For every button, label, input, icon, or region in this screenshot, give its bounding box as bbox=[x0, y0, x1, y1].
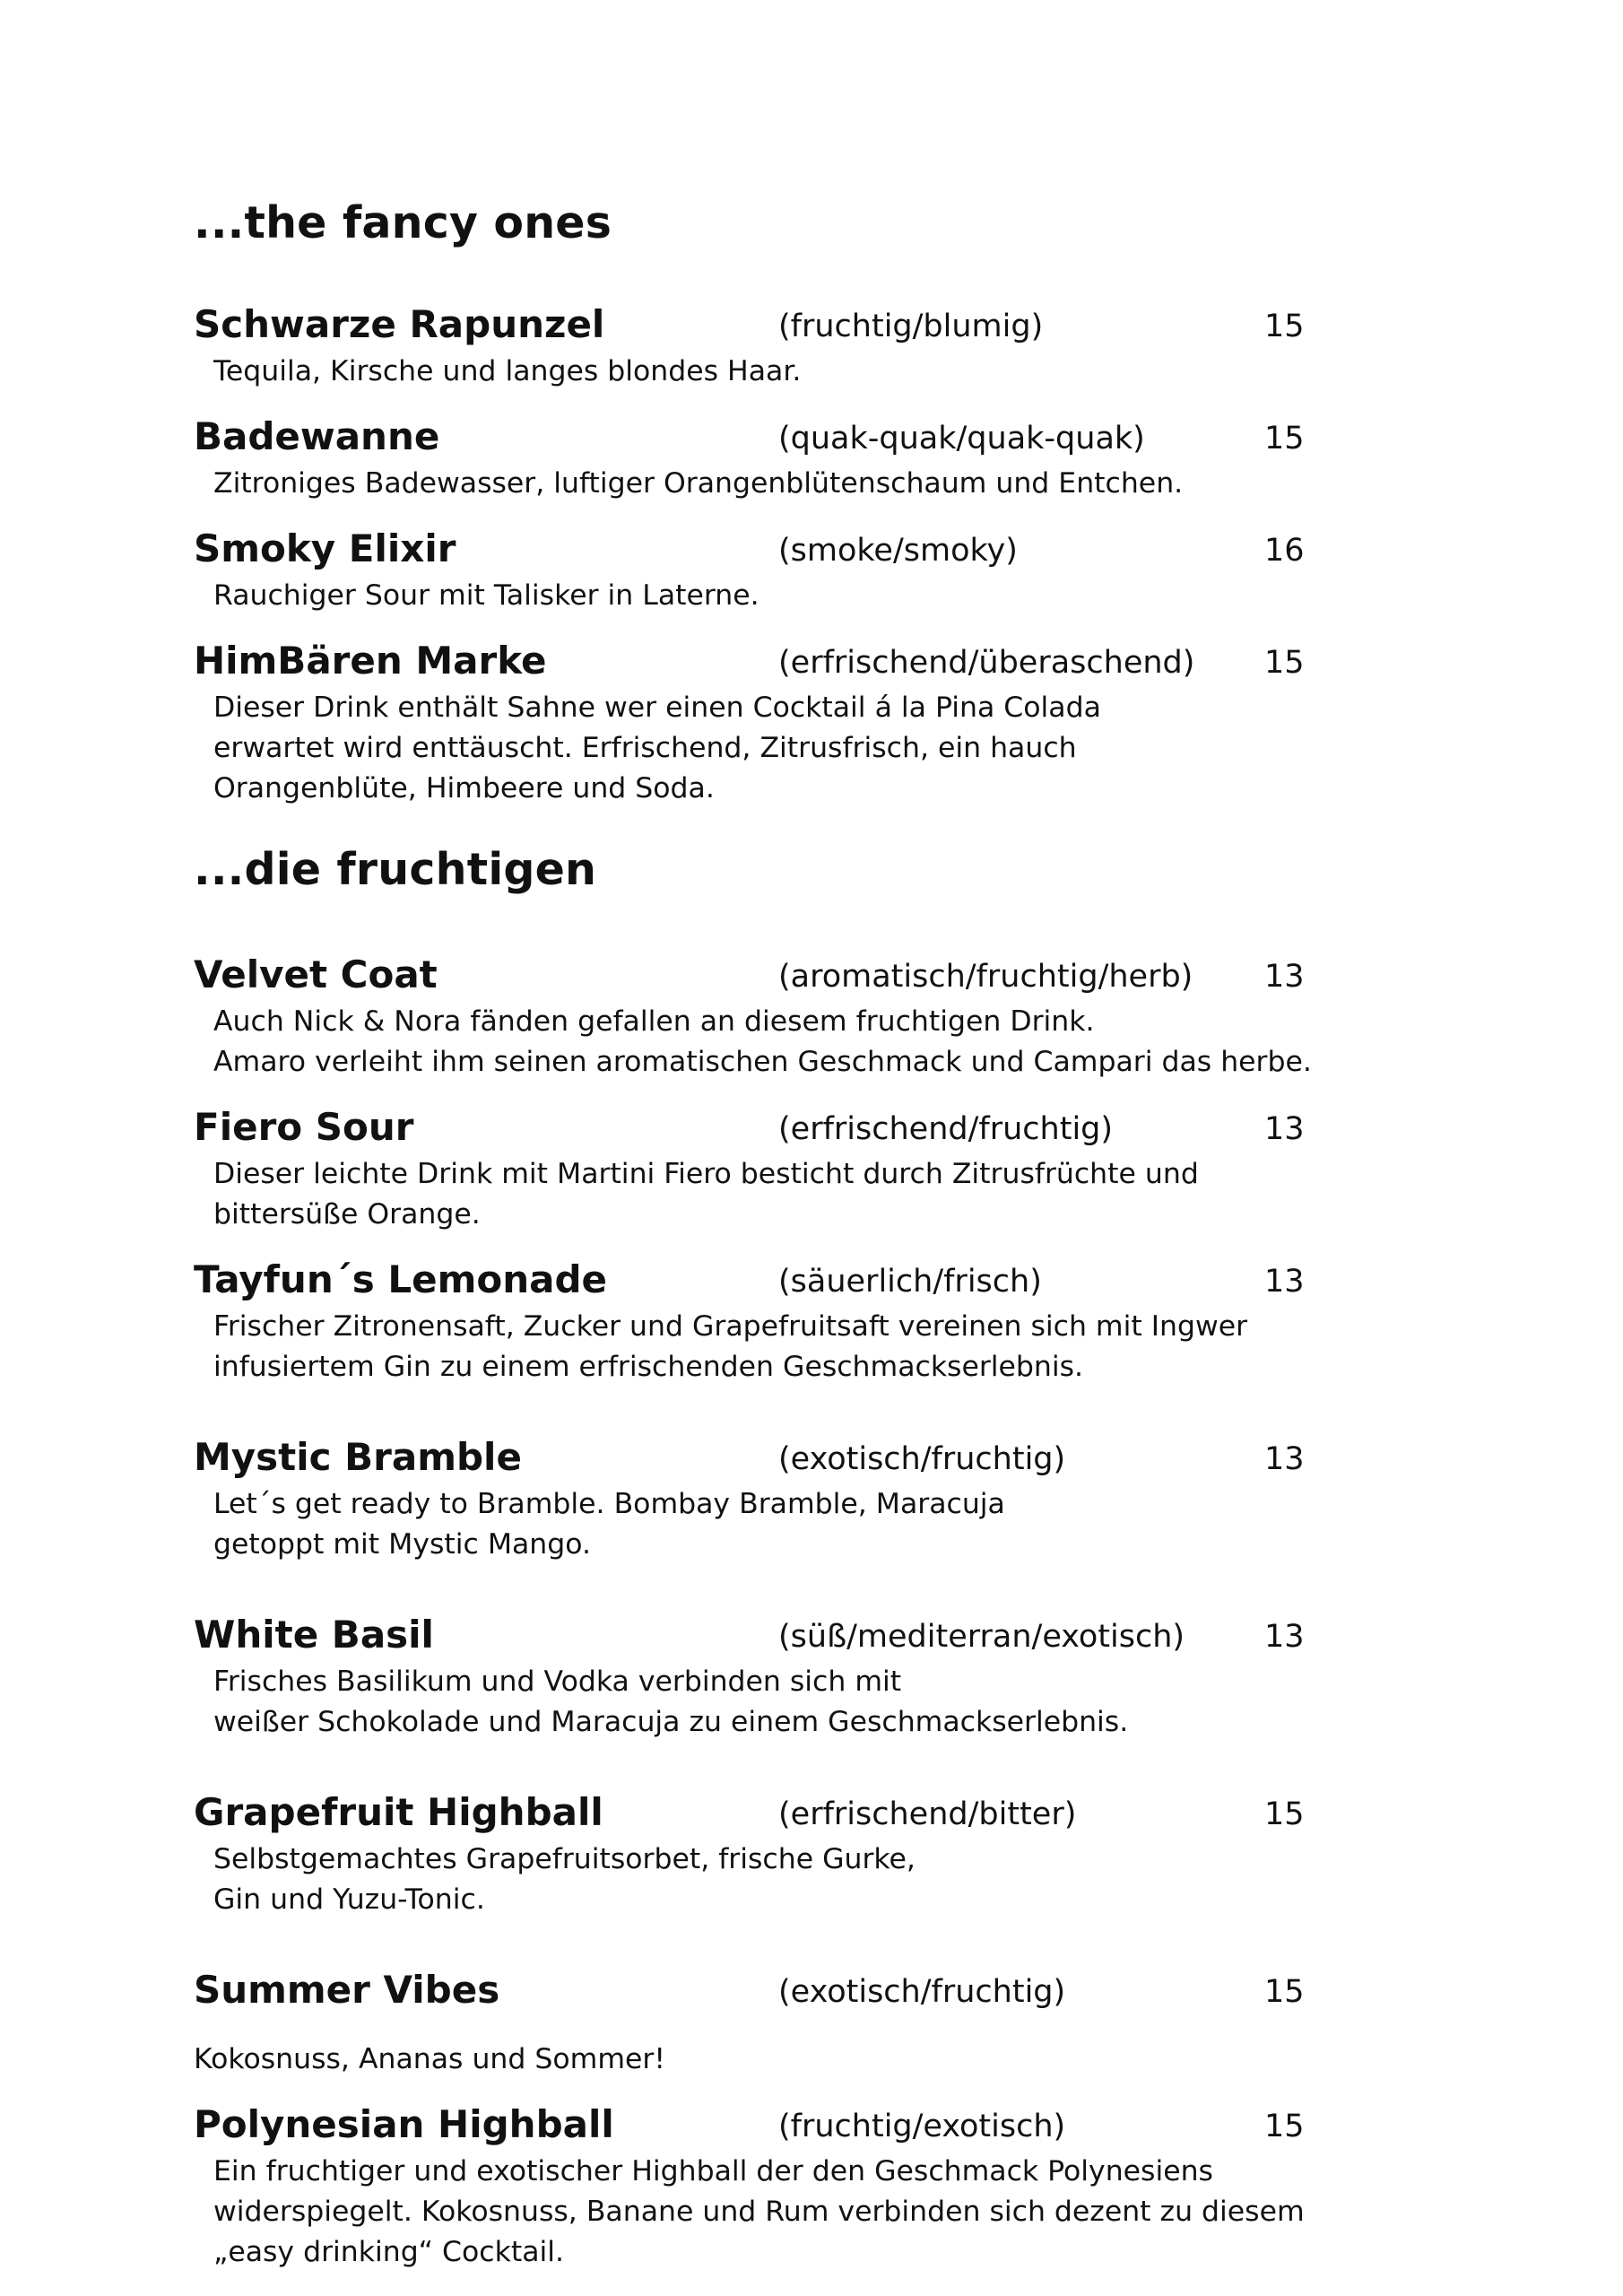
item-name: Schwarze Rapunzel bbox=[194, 302, 605, 346]
menu-item-velvet-coat bbox=[0, 948, 1623, 1083]
item-description: Frisches Basilikum und Vodka verbinden sich mit weißer Schokolade und Maracuja zu einem Geschmackserlebnis. bbox=[213, 1665, 1129, 1738]
item-tags: (süß/mediterran/exotisch) bbox=[778, 1619, 1185, 1655]
item-tags: (erfrischend/fruchtig) bbox=[778, 1111, 1114, 1147]
item-description: Auch Nick & Nora fänden gefallen an diesem fruchtigen Drink. Amaro verleiht ihm seinen aromatischen Geschmack und Campari das herbe. bbox=[213, 1005, 1312, 1078]
item-price: 13 bbox=[1264, 1264, 1305, 1300]
menu-item-summer-vibes bbox=[0, 1963, 1623, 2080]
item-price: 15 bbox=[1264, 1974, 1305, 2010]
section-title-die-fruchtigen: ...die fruchtigen bbox=[194, 844, 597, 895]
item-description: Ein fruchtiger und exotischer Highball der den Geschmack Polynesiens widerspiegelt. Kokosnuss, Banane und Rum verbinden sich dezent zu diesem „easy drinking“ Cocktail. bbox=[213, 2155, 1305, 2268]
item-name: Summer Vibes bbox=[194, 1968, 500, 2012]
item-price: 13 bbox=[1264, 1111, 1305, 1147]
item-tags: (exotisch/fruchtig) bbox=[778, 1974, 1066, 2010]
item-description: Selbstgemachtes Grapefruitsorbet, frische Gurke, Gin und Yuzu-Tonic. bbox=[213, 1843, 916, 1916]
item-tags: (aromatisch/fruchtig/herb) bbox=[778, 959, 1193, 995]
menu-item-grapefruit-highball bbox=[0, 1786, 1623, 1920]
item-price: 15 bbox=[1264, 645, 1305, 681]
menu-item-schwarze-rapunzel bbox=[0, 298, 1623, 392]
item-description: Dieser leichte Drink mit Martini Fiero besticht durch Zitrusfrüchte und bittersüße Orange. bbox=[213, 1158, 1199, 1231]
item-description: Dieser Drink enthält Sahne wer einen Cocktail á la Pina Colada erwartet wird enttäuscht. Erfrischend, Zitrusfrisch, ein hauch Orangenblüte, Himbeere und Soda. bbox=[213, 691, 1101, 804]
item-description: Rauchiger Sour mit Talisker in Laterne. bbox=[213, 579, 759, 612]
item-tags: (erfrischend/bitter) bbox=[778, 1796, 1077, 1832]
item-price: 15 bbox=[1264, 309, 1305, 344]
menu-item-badewanne bbox=[0, 410, 1623, 504]
item-name: Mystic Bramble bbox=[194, 1435, 522, 1479]
item-name: Smoky Elixir bbox=[194, 526, 456, 570]
item-description: Frischer Zitronensaft, Zucker und Grapefruitsaft vereinen sich mit Ingwer infusiertem Gin zu einem erfrischenden Geschmackserlebnis. bbox=[213, 1310, 1248, 1383]
item-tags: (smoke/smoky) bbox=[778, 533, 1018, 569]
menu-item-mystic-bramble bbox=[0, 1431, 1623, 1565]
menu-item-white-basil bbox=[0, 1608, 1623, 1743]
item-name: Polynesian Highball bbox=[194, 2102, 614, 2146]
item-name: Tayfun´s Lemonade bbox=[194, 1257, 608, 1301]
item-name: HimBären Marke bbox=[194, 639, 547, 683]
item-price: 13 bbox=[1264, 1441, 1305, 1477]
menu-item-smoky-elixir bbox=[0, 522, 1623, 616]
item-name: White Basil bbox=[194, 1613, 434, 1657]
item-name: Fiero Sour bbox=[194, 1105, 414, 1149]
item-name: Grapefruit Highball bbox=[194, 1790, 603, 1834]
item-price: 13 bbox=[1264, 959, 1305, 995]
item-description: Tequila, Kirsche und langes blondes Haar. bbox=[213, 355, 802, 387]
item-description: Zitroniges Badewasser, luftiger Orangenblütenschaum und Entchen. bbox=[213, 467, 1184, 500]
item-name: Velvet Coat bbox=[194, 952, 438, 996]
menu-item-polynesian-highball bbox=[0, 2098, 1623, 2273]
item-tags: (exotisch/fruchtig) bbox=[778, 1441, 1066, 1477]
item-description: Let´s get ready to Bramble. Bombay Bramble, Maracuja getoppt mit Mystic Mango. bbox=[213, 1488, 1005, 1561]
menu-item-himbaeren-marke bbox=[0, 634, 1623, 809]
item-tags: (fruchtig/blumig) bbox=[778, 309, 1044, 344]
menu-item-tayfuns-lemonade bbox=[0, 1253, 1623, 1387]
item-price: 13 bbox=[1264, 1619, 1305, 1655]
item-tags: (erfrischend/überaschend) bbox=[778, 645, 1195, 681]
menu-item-fiero-sour bbox=[0, 1100, 1623, 1235]
section-title-fancy-ones: ...the fancy ones bbox=[194, 197, 612, 248]
item-tags: (quak-quak/quak-quak) bbox=[778, 421, 1145, 457]
item-price: 15 bbox=[1264, 421, 1305, 457]
item-name: Badewanne bbox=[194, 414, 440, 458]
item-price: 16 bbox=[1264, 533, 1305, 569]
item-description: Kokosnuss, Ananas und Sommer! bbox=[194, 2043, 665, 2075]
item-tags: (fruchtig/exotisch) bbox=[778, 2109, 1066, 2144]
item-tags: (säuerlich/frisch) bbox=[778, 1264, 1042, 1300]
item-price: 15 bbox=[1264, 1796, 1305, 1832]
item-price: 15 bbox=[1264, 2109, 1305, 2144]
